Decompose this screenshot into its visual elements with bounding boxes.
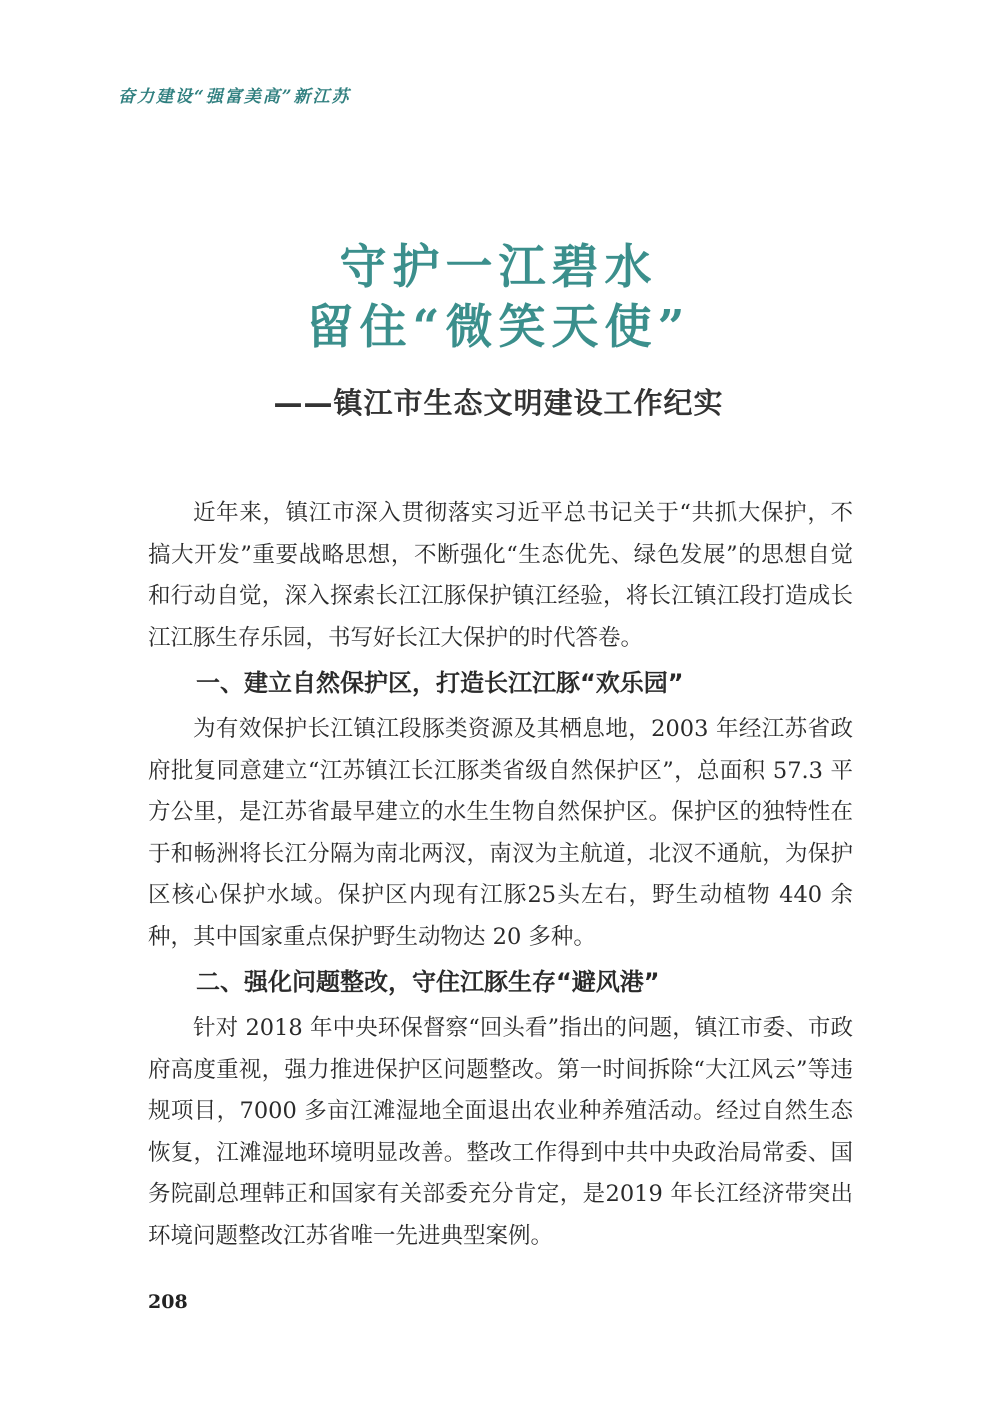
title-line-1: 守护一江碧水 — [339, 240, 658, 295]
page-number: 208 — [148, 1291, 188, 1313]
section-paragraph-2: 针对 2018 年中央环保督察“回头看”指出的问题，镇江市委、市政府高度重视，强力推进保护区问题整改。第一时间拆除“大江风云”等违规项目，7000 多亩江滩湿地全面退出农业种养殖活动。经过自然生态恢复，江滩湿地环境明显改善。整改工作得到中共中央政治局常委、国务院副总理韩正和国家有关部委充分肯定，是2019 年长江经济带突出环境问题整改江苏省唯一先进典型案例。 — [148, 1015, 853, 1249]
section-paragraph-1: 为有效保护长江镇江段豚类资源及其栖息地，2003 年经江苏省政府批复同意建立“江苏镇江长江豚类省级自然保护区”，总面积 57.3 平方公里，是江苏省最早建立的水生生物自然保护区。保护区的独特性在于和畅洲将长江分隔为南北两汊，南汊为主航道，北汊不通航，为保护区核心保护水域。保护区内现有江豚25头左右，野生动植物 440 余种，其中国家重点保护野生动物达 20 多种。 — [148, 716, 853, 950]
intro-paragraph: 近年来，镇江市深入贯彻落实习近平总书记关于“共抓大保护，不搞大开发”重要战略思想，不断强化“生态优先、绿色发展”的思想自觉和行动自觉，深入探索长江江豚保护镇江经验，将长江镇江段打造成长江江豚生存乐园，书写好长江大保护的时代答卷。 — [148, 500, 853, 651]
section-heading-1: 一、建立自然保护区，打造长江江豚“欢乐园” — [196, 669, 684, 697]
section-heading-2: 二、强化问题整改，守住江豚生存“避风港” — [196, 968, 660, 996]
article-title — [0, 238, 997, 358]
article-subtitle: ——镇江市生态文明建设工作纪实 — [273, 386, 724, 420]
running-header: 奋力建设“强富美高”新江苏 — [118, 87, 351, 107]
article-body — [148, 493, 853, 1257]
title-line-2: 留住“微笑天使” — [306, 300, 691, 355]
